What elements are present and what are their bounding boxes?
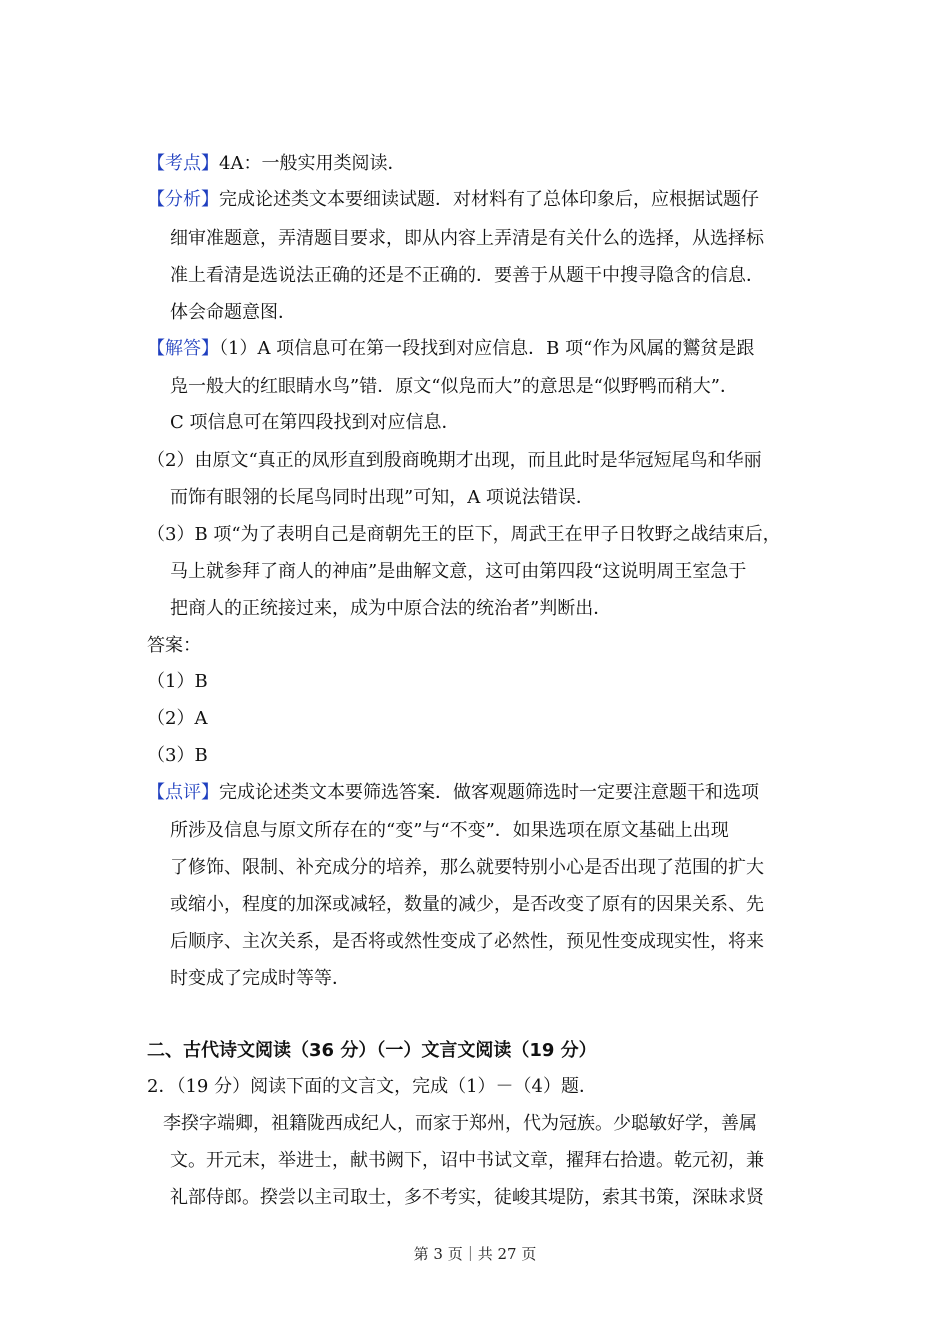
answer-item: （2）A [147, 708, 208, 729]
dianping-tag: 【点评】 [147, 782, 219, 803]
page-footer: 第 3 页｜共 27 页 [413, 1245, 537, 1263]
dianping-text: 完成论述类文本要筛选答案．做客观题筛选时一定要注意题干和选项 [219, 782, 759, 803]
part3-text: 马上就参拜了商人的神庙”是曲解文意，这可由第四段“这说明周王室急于 [170, 561, 747, 582]
dianping-line [147, 781, 759, 805]
fenxi-text: 体会命题意图． [170, 302, 296, 323]
part3-text: 把商人的正统接过来，成为中原合法的统治者”判断出． [170, 598, 612, 619]
passage-line: 礼部侍郎。揆尝以主司取士，多不考实，徒峻其堤防，索其书策，深昧求贤 [170, 1187, 764, 1208]
answer-item: （1）B [147, 671, 208, 692]
fenxi-text: 准上看清是选说法正确的还是不正确的．要善于从题干中搜寻隐含的信息． [170, 265, 764, 286]
kaodian-line [147, 152, 405, 176]
passage-line: 文。开元末，举进士，献书阙下，诏中书试文章，擢拜右拾遗。乾元初，兼 [170, 1150, 764, 1171]
fenxi-text: 完成论述类文本要细读试题．对材料有了总体印象后，应根据试题仔 [219, 189, 759, 210]
dianping-text: 或缩小，程度的加深或减轻，数量的减少，是否改变了原有的因果关系、先 [170, 894, 764, 915]
dianping-text: 所涉及信息与原文所存在的“变”与“不变”．如果选项在原文基础上出现 [170, 820, 729, 841]
dianping-text: 了修饰、限制、补充成分的培养，那么就要特别小心是否出现了范围的扩大 [170, 857, 764, 878]
part3-text: （3）B 项“为了表明自己是商朝先王的臣下，周武王在甲子日牧野之战结束后， [147, 524, 781, 545]
answer-label: 答案： [147, 635, 201, 656]
part2-text: 而饰有眼翎的长尾鸟同时出现”可知，A 项说法错误． [170, 487, 594, 508]
passage-line: 李揆字端卿，祖籍陇西成纪人，而家于郑州，代为冠族。少聪敏好学，善属 [163, 1113, 757, 1134]
part2-text: （2）由原文“真正的凤形直到殷商晚期才出现，而且此时是华冠短尾鸟和华丽 [147, 450, 762, 471]
kaodian-text: 4A：一般实用类阅读． [219, 153, 406, 174]
kaodian-tag: 【考点】 [147, 153, 219, 174]
fenxi-line [147, 188, 759, 212]
jieda-text: （1）A 项信息可在第一段找到对应信息．B 项“作为风属的鸑贫是跟 [219, 338, 755, 359]
jieda-line [147, 337, 754, 361]
jieda-tag: 【解答】 [147, 338, 219, 359]
dianping-text: 时变成了完成时等等． [170, 968, 350, 989]
jieda-text: C 项信息可在第四段找到对应信息． [170, 412, 460, 433]
fenxi-text: 细审准题意，弄清题目要求，即从内容上弄清是有关什么的选择，从选择标 [170, 228, 764, 249]
jieda-text: 凫一般大的红眼睛水鸟”错．原文“似凫而大”的意思是“似野鸭而稍大”． [170, 376, 739, 397]
fenxi-tag: 【分析】 [147, 189, 219, 210]
section-heading: 二、古代诗文阅读（36 分）（一）文言文阅读（19 分） [147, 1040, 597, 1061]
question-prompt: 2．（19 分）阅读下面的文言文，完成（1）－（4）题． [147, 1076, 597, 1097]
answer-item: （3）B [147, 745, 208, 766]
dianping-text: 后顺序、主次关系，是否将或然性变成了必然性，预见性变成现实性，将来 [170, 931, 764, 952]
